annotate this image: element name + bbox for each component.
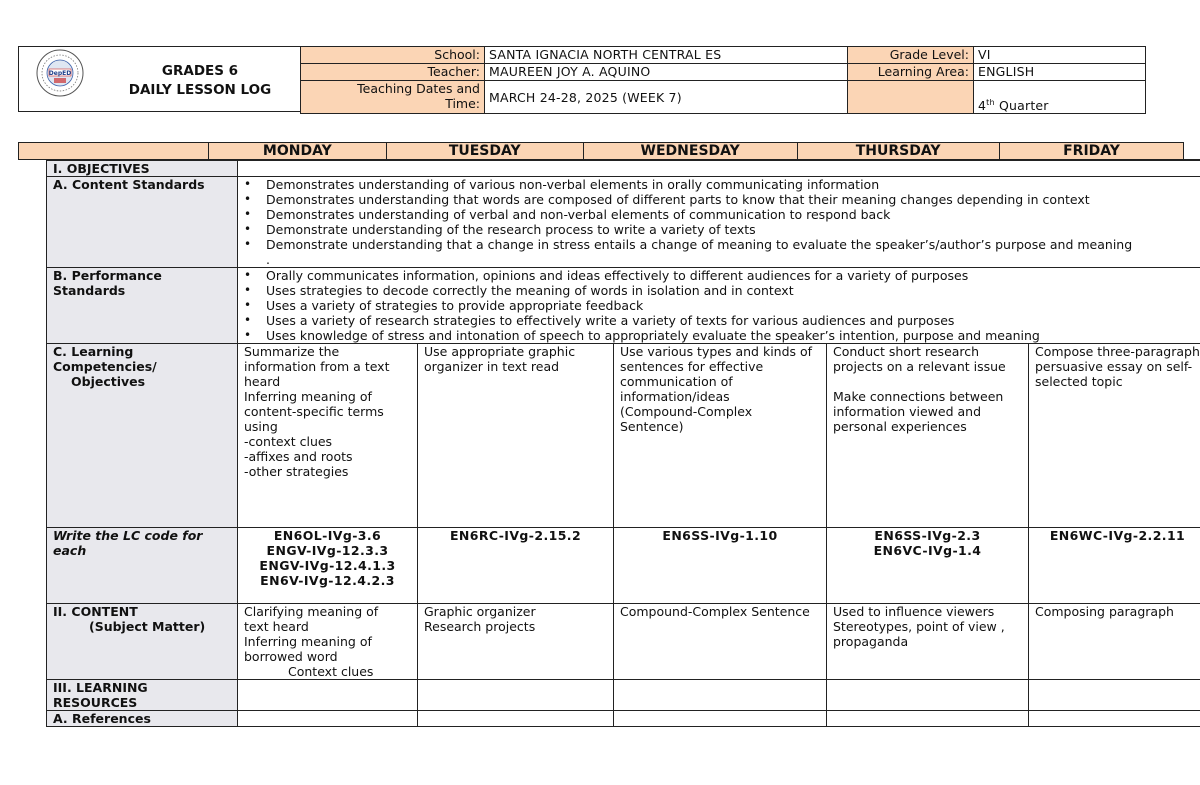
cell-line: -other strategies [244,464,349,479]
lesson-log-table [46,160,1200,727]
content-standards-list [244,177,1200,252]
lc-code-row [47,528,1200,604]
day-header-blank [19,143,209,160]
list-item: • Demonstrates understanding of various non-verbal elements in orally communicating information [266,177,1200,192]
competencies-tuesday [418,344,614,528]
cell-line: persuasive essay on self- [1035,359,1193,374]
cell-line: ENGV-IVg-12.4.1.3 [259,558,396,573]
day-header-tuesday: TUESDAY [386,143,583,160]
cell-line: Graphic organizer [424,604,536,619]
cell-line: propaganda [833,634,909,649]
teacher-label: Teacher: [301,64,485,81]
references-tuesday [418,711,614,727]
cell-line: Stereotypes, point of view , [833,619,1005,634]
page-title [100,62,300,100]
cell-line: text heard [244,619,309,634]
lc-code-tuesday [418,528,614,604]
day-header-thursday: THURSDAY [797,143,999,160]
cell-line: personal experiences [833,419,967,434]
list-item: • Orally communicates information, opinions and ideas effectively to different audiences for a variety of purposes [266,268,1200,283]
performance-standards-row [47,268,1200,344]
day-header-monday: MONDAY [208,143,386,160]
logo-text: DepED [48,70,72,77]
cell-line: Inferring meaning of [244,634,372,649]
deped-seal-icon [36,49,84,97]
references-monday [238,711,418,727]
list-item: • Uses a variety of strategies to provide appropriate feedback [266,298,1200,313]
cell-line: Context clues [288,664,374,679]
cell-line: EN6WC-IVg-2.2.11 [1049,528,1186,543]
blank-label [848,81,974,114]
references-label: A. References [47,711,238,727]
performance-standards-cell [238,268,1200,344]
competencies-row [47,344,1200,528]
title-line-2: DAILY LESSON LOG [128,82,272,98]
cell-line: borrowed word [244,649,338,664]
content-row [47,604,1200,680]
learning-resources-tuesday [418,680,614,711]
cell-line [833,374,1022,389]
references-row [47,711,1200,727]
list-item: • Uses strategies to decode correctly the meaning of words in isolation and in context [266,283,1200,298]
cell-line: EN6SS-IVg-1.10 [662,528,778,543]
performance-standards-label: B. Performance Standards [47,268,238,344]
learning-resources-monday [238,680,418,711]
content-standards-tail: . [266,252,270,267]
cell-line: Use appropriate graphic [424,344,576,359]
cell-line: selected topic [1035,374,1123,389]
school-value: SANTA IGNACIA NORTH CENTRAL ES [485,47,848,64]
objectives-label: I. OBJECTIVES [47,161,238,177]
cell-line: Compound-Complex Sentence [620,604,810,619]
day-header-row [18,142,1200,160]
learning-area-label: Learning Area: [848,64,974,81]
cell-line: information/ideas [620,389,730,404]
school-label: School: [301,47,485,64]
cell-line: EN6SS-IVg-2.3 [874,528,981,543]
cell-line: -context clues [244,434,333,449]
cell-line: (Compound-Complex [620,404,753,419]
day-header-friday: FRIDAY [999,143,1184,160]
content-standards-cell [238,177,1200,268]
day-header-wednesday: WEDNESDAY [583,143,797,160]
cell-line: Used to influence viewers [833,604,995,619]
learning-resources-friday [1029,680,1200,711]
lc-code-thursday [827,528,1029,604]
lc-code-label: Write the LC code for each [47,528,238,604]
content-friday [1029,604,1200,680]
list-item: • Demonstrate understanding that a change in stress entails a change of meaning to evaluate the speaker’s/author’s purpose and meaning [266,237,1200,252]
learning-resources-label: III. LEARNING RESOURCES [47,680,238,711]
cell-line: -affixes and roots [244,449,353,464]
list-item: • Demonstrates understanding of verbal and non-verbal elements of communication to respond back [266,207,1200,222]
cell-line: Compose three-paragraph [1035,344,1200,359]
cell-line: Clarifying meaning of [244,604,379,619]
learning-resources-thursday [827,680,1029,711]
cell-line: organizer in text read [424,359,560,374]
objectives-row [47,161,1200,177]
cell-line: ENGV-IVg-12.3.3 [266,543,389,558]
teacher-value: MAUREEN JOY A. AQUINO [485,64,848,81]
competencies-wednesday [614,344,827,528]
performance-standards-list [244,268,1200,343]
cell-line: Composing paragraph [1035,604,1174,619]
cell-line: using [244,419,278,434]
cell-line: Make connections between [833,389,1004,404]
references-thursday [827,711,1029,727]
learning-area-value: ENGLISH [974,64,1146,81]
list-item: • Demonstrates understanding that words are composed of different parts to know that their meaning changes depending in context [266,192,1200,207]
list-item: • Uses knowledge of stress and intonation of speech to appropriately evaluate the speaker’s intention, purpose and meaning [266,328,1200,343]
cell-line: EN6OL-IVg-3.6 [273,528,382,543]
lc-code-wednesday [614,528,827,604]
cell-line: Sentence) [620,419,684,434]
quarter-value: 4th Quarter [974,81,1146,114]
lc-code-monday [238,528,418,604]
content-monday [238,604,418,680]
lc-code-friday [1029,528,1200,604]
references-wednesday [614,711,827,727]
grade-level-value: VI [974,47,1146,64]
cell-line: communication of [620,374,733,389]
content-tuesday [418,604,614,680]
competencies-monday [238,344,418,528]
cell-line: content-specific terms [244,404,384,419]
learning-resources-row [47,680,1200,711]
list-item: • Demonstrate understanding of the research process to write a variety of texts [266,222,1200,237]
list-item: • Uses a variety of research strategies to effectively write a variety of texts for various audiences and purposes [266,313,1200,328]
objectives-cell [238,161,1200,177]
content-label: II. CONTENT (Subject Matter) [47,604,238,680]
competencies-thursday [827,344,1029,528]
day-header-edge [1184,143,1200,160]
title-line-1: GRADES 6 [161,63,239,79]
cell-line: information from a text [244,359,390,374]
teaching-dates-label: Teaching Dates and Time: [301,81,485,114]
cell-line: EN6RC-IVg-2.15.2 [449,528,582,543]
cell-line: Inferring meaning of [244,389,372,404]
competencies-friday [1029,344,1200,528]
content-standards-label: A. Content Standards [47,177,238,268]
cell-line: information viewed and [833,404,982,419]
cell-line: sentences for effective [620,359,764,374]
cell-line: Use various types and kinds of [620,344,813,359]
learning-resources-wednesday [614,680,827,711]
references-friday [1029,711,1200,727]
cell-line: EN6VC-IVg-1.4 [873,543,982,558]
cell-line: heard [244,374,281,389]
header-info-table [300,46,1146,114]
cell-line: EN6V-IVg-12.4.2.3 [260,573,395,588]
cell-line: projects on a relevant issue [833,359,1006,374]
cell-line: Conduct short research [833,344,980,359]
grade-level-label: Grade Level: [848,47,974,64]
content-standards-row [47,177,1200,268]
teaching-dates-value: MARCH 24-28, 2025 (WEEK 7) [485,81,848,114]
cell-line: Research projects [424,619,536,634]
content-wednesday [614,604,827,680]
cell-line: Summarize the [244,344,340,359]
content-thursday [827,604,1029,680]
competencies-label: C. Learning Competencies/ Objectives [47,344,238,528]
